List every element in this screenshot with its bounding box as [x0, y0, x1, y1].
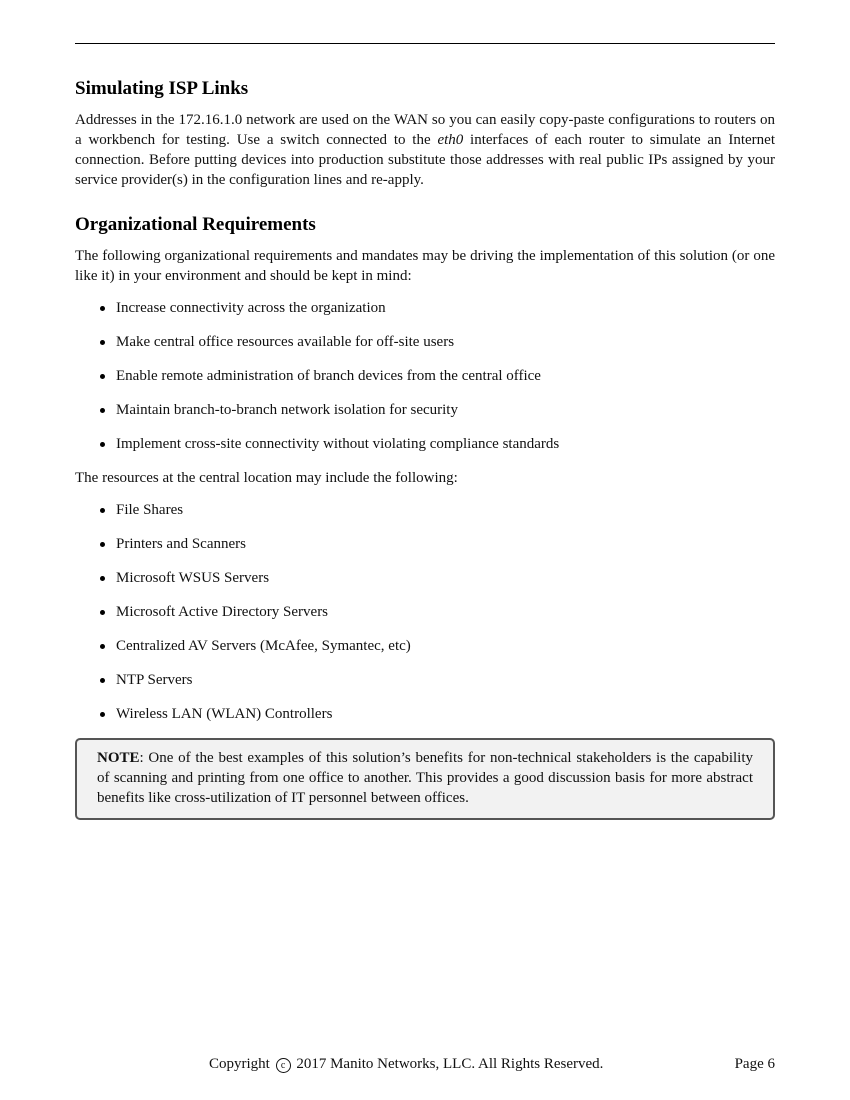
bullet-icon — [100, 442, 105, 447]
list-item-text: Increase connectivity across the organization — [116, 300, 386, 316]
list-item-text: Centralized AV Servers (McAfee, Symantec, etc) — [116, 638, 411, 654]
bullet-icon — [100, 306, 105, 311]
copyright-prefix: Copyright — [209, 1056, 270, 1072]
list-item — [75, 534, 775, 554]
bullet-icon — [100, 340, 105, 345]
bullet-icon — [100, 644, 105, 649]
requirements-list — [75, 298, 775, 454]
section-heading-isp-links: Simulating ISP Links — [75, 78, 249, 99]
requirements-intro: The following organizational requirements and mandates may be driving the implementation of this solution (or one like it) in your environment and should be kept in mind: — [75, 248, 775, 284]
list-item — [75, 400, 775, 420]
section-heading-org-requirements: Organizational Requirements — [75, 214, 316, 235]
bullet-icon — [100, 610, 105, 615]
list-item — [75, 636, 775, 656]
resources-list — [75, 500, 775, 724]
list-item-text: Microsoft WSUS Servers — [116, 570, 270, 586]
list-item-text: Wireless LAN (WLAN) Controllers — [116, 706, 333, 722]
bullet-icon — [100, 678, 105, 683]
bullet-icon — [100, 712, 105, 717]
list-item — [75, 332, 775, 352]
bullet-icon — [100, 408, 105, 413]
note-label: NOTE — [97, 750, 140, 766]
list-item — [75, 568, 775, 588]
list-item — [75, 434, 775, 454]
list-item — [75, 602, 775, 622]
bullet-icon — [100, 576, 105, 581]
list-item-text: Implement cross-site connectivity without violating compliance standards — [116, 436, 560, 452]
list-item — [75, 670, 775, 690]
list-item-text: Maintain branch-to-branch network isolation for security — [116, 402, 458, 418]
isp-para-text-2: interfaces of each router to simulate an Internet connection. Before putting devices into production substitute those addresses with real public IPs assigned by your service provider(s) in the configuration lines and re-apply. — [75, 132, 775, 188]
resources-intro: The resources at the central location may include the following: — [75, 470, 458, 486]
list-item-text: NTP Servers — [116, 672, 193, 688]
copyright-notice — [209, 1054, 603, 1074]
isp-para-emphasis: eth0 — [437, 132, 464, 148]
bullet-icon — [100, 542, 105, 547]
page-content — [75, 76, 775, 820]
note-box — [75, 738, 775, 820]
bullet-icon — [100, 508, 105, 513]
isp-links-paragraph — [75, 110, 775, 190]
list-item-text: Make central office resources available for off-site users — [116, 334, 455, 350]
list-item — [75, 500, 775, 520]
list-item-text: Microsoft Active Directory Servers — [116, 604, 329, 620]
bullet-icon — [100, 374, 105, 379]
list-item-text: File Shares — [116, 502, 184, 518]
list-item-text: Printers and Scanners — [116, 536, 246, 552]
copyright-icon: c — [276, 1058, 291, 1073]
isp-para-text-1: Addresses in the 172.16.1.0 network are used on the WAN so you can easily copy-paste configurations to routers on a workbench for testing. Use a switch connected to the — [75, 112, 775, 148]
list-item-text: Enable remote administration of branch devices from the central office — [116, 368, 541, 384]
list-item — [75, 366, 775, 386]
header-rule — [75, 43, 775, 44]
list-item — [75, 298, 775, 318]
copyright-suffix: 2017 Manito Networks, LLC. All Rights Reserved. — [296, 1056, 604, 1072]
page-number: Page 6 — [734, 1056, 775, 1072]
note-text: : One of the best examples of this solution’s benefits for non-technical stakeholders is the capability of scanning and printing from one office to another. This provides a good discussion basis for more abstract benefits like cross-utilization of IT personnel between offices. — [97, 750, 753, 806]
list-item — [75, 704, 775, 724]
